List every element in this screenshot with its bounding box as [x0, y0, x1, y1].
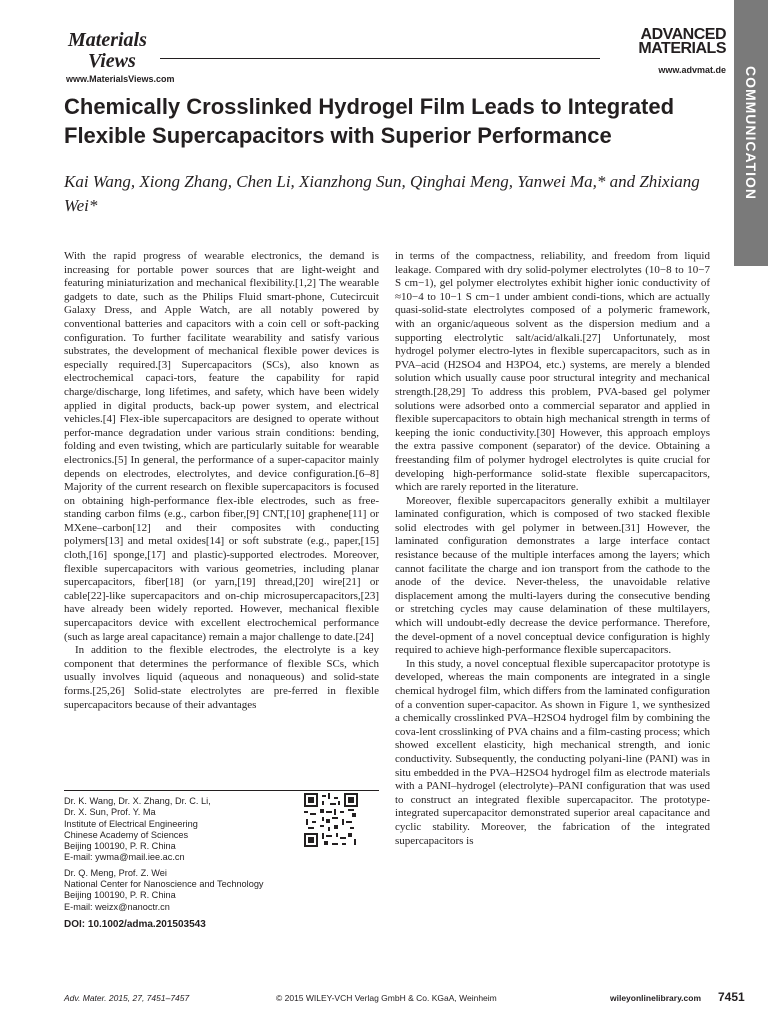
materials-views-url: www.MaterialsViews.com	[66, 74, 175, 84]
qr-code[interactable]	[304, 793, 358, 847]
paragraph: Moreover, flexible supercapacitors generally exhibit a multilayer laminated configuration, which is composed of two stacked flexible solid electrodes with gel polymer in between.[31] However, the laminated configuration demonstrates a large interface contact resistance because of the multiple interfaces among the layers; which cannot facilitate the charge and ion transport from the cathode to the anode of the device. Never-theless, the unavoidable relative displacement among the multi-layers during the consecutive bending or stretching cycles may cause delamination of these multilayers, which will undoubt-edly decrease the device performance. Therefore, the devel-opment of a novel conceptual device configuration is highly required to achieve high-performance flexible supercapacitors.	[395, 494, 710, 657]
section-tab-text: COMMUNICATION	[743, 65, 759, 201]
affiliation-line: Beijing 100190, P. R. China	[64, 841, 176, 852]
section-tab-label	[734, 0, 768, 266]
affiliation-line: E-mail: ywma@mail.iee.ac.cn	[64, 852, 185, 863]
qr-code-icon	[304, 793, 358, 847]
paragraph: With the rapid progress of wearable electronics, the demand is increasing for portable power sources that are light-weight and featuring miniaturization and mechanical flexibility.[1,2] The wearable gadgets to date, such as the Philips Fluid smart-phone, Cutecircuit Galaxy Dress, and Apple Watch, are all notably powered by conventional batteries and capacitors with a coin cell or soft-packing configuration. To further facilitate wearability and satisfy various substrates, the development of mechanical flexible power devices is especially required.[3] Supercapacitors (SCs), also known as electrochemical capaci-tors, feature the capability for rapid charge/discharge, long lifetimes, and safety, which have been widely applied in digital products, back-up power system, and electrical vehicles.[4] Flex-ible supercapacitors are designed to operate without perfor-mance degradation under various strain conditions: bending, folding and even twisting, which are particularly suitable for wearable electronics.[5] In general, the performance of a super-capacitor mainly depends on electrodes, electrolytes, and device configuration.[6–8] Majority of the current research on flexible supercapacitors is focused on obtaining high-performance flex-ible electrodes, such as free-standing carbon films (e.g., carbon fiber,[9] CNT,[10] graphene[11] or MXene–carbon[12] and their composites with conducting polymers[13] and metal oxides[14] or soft substrate (e.g., paper,[15] cloth,[16] sponge,[17] and plastic)-supported electrodes. Moreover, flexible supercapacitors with various geometries, including planar supercapacitors, fiber[18] (or yarn,[19] thread,[20] wire[21] or cable[22]-like supercapacitors and on-chip microsupercapacitors,[23] have already been widely reported. However, mechanical flexible supercapacitors device with excellent electrochemical performance (such as large areal capacitance) remain a major challenge to date.[24]	[64, 250, 379, 643]
advmat-url: www.advmat.de	[658, 65, 726, 75]
body-column-left	[64, 250, 379, 712]
affiliation-line: Beijing 100190, P. R. China	[64, 890, 176, 901]
logo-line-advanced: ADVANCED	[640, 26, 726, 43]
svg-text:Views: Views	[88, 50, 136, 72]
affiliation-rule	[64, 790, 379, 791]
logo-line-materials: MATERIALS	[638, 40, 726, 57]
affiliation-line: Chinese Academy of Sciences	[64, 829, 189, 840]
affiliation-line: Dr. Q. Meng, Prof. Z. Wei	[64, 867, 167, 878]
article-title: Chemically Crosslinked Hydrogel Film Leads to Integrated Flexible Supercapacitors with Superior Performance	[64, 94, 675, 148]
affiliation-line: Dr. K. Wang, Dr. X. Zhang, Dr. C. Li,	[64, 796, 211, 806]
paragraph: in terms of the compactness, reliability, and freedom from liquid leakage. Compared with dry solid-polymer electrolytes (10−8 to 10−7 S cm−1), gel polymer electrolytes exhibit higher ionic conductivity of ≈10−4 to 10−1 S cm−1 under ambient condi-tions, which are actually quasi-solid-state electrolytes composed of a polymeric framework, with an organic/aqueous solvent as the dispersion medium and a supporting electrolytic salt/acid/alkali.[27] Unfortunately, most hydrogel polymer electro-lytes in flexible supercapacitors, such as in PVA–acid (H2SO4 and H3PO4, etc.) systems, are merely a blended solution which usually cause poor structural integrity and mechanical strength.[28,29] To address this problem, PVA-based gel polymer solutions were adsorbed onto a commercial separator and applied in flexible supercapacitors to obtain high mechanical strength in terms of keeping the ionic conductivity.[30] However, this approach employs the extra passive component (separator) of the device. Obtaining a freestanding film of polymer hydrogel electrolytes is quite crucial for developing high-performance solid-state flexible supercapacitors, which are rarely reported in the literature.	[395, 250, 710, 494]
affiliation-line: E-mail: weizx@nanoctr.cn	[64, 901, 170, 912]
paragraph: In this study, a novel conceptual flexible supercapacitor prototype is developed, whereas the main components are integrated in a single chemical hydrogel film, which differs from the laminated configuration of a convention super-capacitor. As shown in Figure 1, we synthesized a chemically crosslinked PVA–H2SO4 hydrogel film by combining the cova-lent crosslinking of PVA chains and a film-casting process; which showed excellent elasticity, high mechanical strength, and ionic conductivity. Subsequently, the conducting polyani-line (PANI) was in situ embedded in the PVA–H2SO4 hydrogel film as electrode materials with a PANI–hydrogel (electrolyte)–PANI configuration that was used to construct an integrated flexible supercapacitor. The prototype-integrated supercapacitor demonstrated superior areal capacitance and cyclic stability. Moreover, the fabrication of the integrated supercapacitors is	[395, 657, 710, 847]
affiliation-line: Dr. X. Sun, Prof. Y. Ma	[64, 807, 156, 818]
footer-site-link[interactable]: wileyonlinelibrary.com	[610, 993, 702, 1003]
doi-link[interactable]: DOI: 10.1002/adma.201503543	[64, 919, 206, 930]
advanced-materials-logo	[606, 28, 726, 56]
footer-journal-citation: Adv. Mater. 2015, 27, 7451–7457	[64, 993, 190, 1003]
svg-text:Materials: Materials	[68, 29, 147, 51]
affiliation-line: National Center for Nanoscience and Technology	[64, 879, 264, 890]
affiliations	[64, 796, 294, 913]
body-column-right	[395, 250, 710, 848]
author-list: Kai Wang, Xiong Zhang, Chen Li, Xianzhong Sun, Qinghai Meng, Yanwei Ma,* and Zhixiang Wei*	[64, 172, 700, 215]
header-rule	[160, 58, 600, 59]
paragraph: In addition to the flexible electrodes, the electrolyte is a key component that determines the performance of flexible SCs, which usually involves liquid (aqueous and nonaqueous) and solid-state forms.[25,26] Solid-state electrolytes are pre-ferred in flexible supercapacitors because of their advantages	[64, 644, 379, 711]
affiliation-line: Institute of Electrical Engineering	[64, 818, 198, 829]
materials-views-logo	[66, 22, 176, 72]
footer-copyright: © 2015 WILEY-VCH Verlag GmbH & Co. KGaA, Weinheim	[276, 993, 497, 1003]
page-number: 7451	[718, 990, 745, 1004]
materials-views-logo-mark	[66, 22, 176, 72]
